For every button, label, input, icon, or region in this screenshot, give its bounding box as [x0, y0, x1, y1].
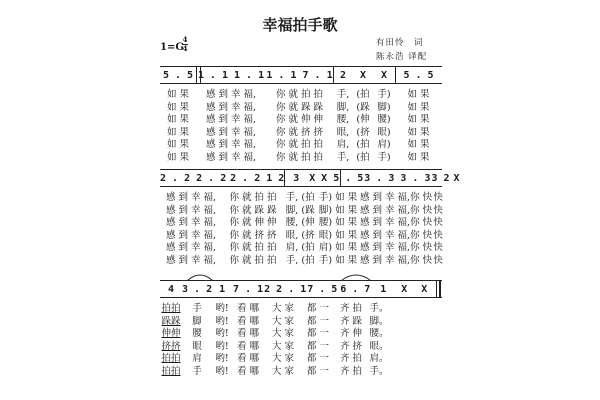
lyric-segment: 拍拍	[161, 365, 181, 377]
lyric-segment: 感 到 幸 福,	[205, 89, 257, 100]
lyric-segment: 手,	[336, 151, 350, 163]
lyric-segment: 眼)	[377, 126, 391, 138]
lyric-line	[160, 252, 442, 266]
lyric-segment: 如 果	[166, 126, 190, 138]
staff-line	[160, 66, 442, 67]
lyric-segment: 手	[192, 303, 202, 314]
lyric-segment: 如 果	[166, 139, 190, 150]
lyric-segment: 你 就 拍 拍	[275, 89, 324, 100]
lyric-segment: 肩)	[377, 139, 391, 150]
staff-line	[160, 83, 442, 84]
lyric-segment: 挤挤	[161, 340, 181, 352]
lyric-segment: 都 一	[306, 365, 330, 377]
lyric-segment: (拍	[301, 192, 315, 203]
lyric-segment: 齐 伸	[339, 328, 363, 339]
lyric-segment: 如 果	[407, 126, 430, 138]
lyric-segment: 齐 跺	[339, 315, 363, 327]
lyric-segment: 眼) 如 果	[318, 229, 358, 241]
lyric-segment: 看 哪	[236, 303, 260, 314]
lyric-segment: 眼,	[285, 229, 299, 241]
notes-row: 5 . 5 1 . 1 1 . 1 1 . 1 7 . 1 2 X X 5 . 5	[162, 70, 434, 81]
lyric-segment: 感 到 幸 福,	[360, 242, 411, 253]
lyric-segment: 伸伸	[161, 328, 181, 339]
lyric-segment: 手,	[285, 254, 299, 266]
lyric-segment: (伸	[356, 114, 370, 125]
lyric-segment: 大 家	[271, 340, 295, 352]
lyric-segment: 脚,	[285, 204, 299, 216]
lyric-segment: 手)	[377, 151, 391, 163]
lyric-segment: 肩,	[336, 139, 350, 150]
staff-line	[160, 169, 442, 170]
lyric-segment: 你 就 挤 挤	[275, 126, 324, 138]
lyric-segment: 快	[433, 229, 443, 241]
lyric-segment: 如 果	[166, 101, 190, 113]
lyric-segment: 感 到 幸 福,	[165, 229, 217, 241]
lyric-segment: 你 就 伸 伸	[275, 114, 324, 125]
lyric-segment: 感 到 幸 福,	[165, 204, 217, 216]
staff-line	[160, 280, 442, 281]
lyric-segment: 哟!	[215, 340, 229, 352]
lyric-segment: 感 到 幸 福,	[360, 217, 411, 228]
lyric-segment: 感 到 幸 福,	[165, 242, 217, 253]
lyric-segment: (拍	[356, 151, 370, 163]
lyric-segment: 你 就 挤 挤	[229, 229, 277, 241]
lyric-segment: 脚,	[336, 101, 350, 113]
lyric-segment: 哟!	[215, 353, 229, 364]
lyric-segment: 如 果	[166, 151, 190, 163]
notes-row: 4 3 . 2 1 7 . 1 2 2 . 1 7 . 5 6 . 7 1 X X	[167, 284, 428, 295]
lyric-segment: 感 到 幸 福,	[205, 139, 257, 150]
lyric-segment: 看 哪	[236, 315, 260, 327]
lyric-segment: 手,	[285, 192, 299, 203]
lyric-segment: 手。	[369, 365, 389, 377]
lyric-segment: 如 果	[166, 89, 190, 100]
arranger-credit: 陈永浩 译配	[376, 52, 428, 62]
lyric-segment: 大 家	[271, 365, 295, 377]
lyric-segment: 脚)	[377, 101, 391, 113]
lyric-segment: 肩	[192, 353, 202, 364]
lyric-segment: 你 就 拍 拍	[229, 192, 277, 203]
lyric-segment: (拍	[356, 89, 370, 100]
lyric-segment: 感 到 幸 福,	[360, 204, 411, 216]
lyric-segment: 你 就 拍 拍	[275, 139, 324, 150]
key-signature: 1=G	[160, 42, 184, 53]
lyric-segment: 感 到 幸 福,	[360, 229, 411, 241]
lyric-segment: 你 就 跺 跺	[229, 204, 277, 216]
lyric-segment: 看 哪	[236, 340, 260, 352]
lyric-segment	[410, 363, 430, 377]
lyric-segment: 手) 如 果	[318, 254, 358, 266]
lyric-segment: 看 哪	[236, 328, 260, 339]
notes-row: 2 . 2 2 . 2 2 . 2 1 2 3 X X 5 . 5 3 . 3 3 . 3 3 2 X	[160, 173, 460, 184]
time-signature: 4 4	[182, 35, 188, 53]
lyric-segment: 脚	[192, 315, 202, 327]
lyric-segment: 你 快	[410, 217, 433, 228]
lyric-line	[160, 149, 442, 163]
lyric-segment: 你 快	[410, 192, 433, 203]
lyric-segment: 都 一	[306, 353, 330, 364]
lyric-segment: (拍	[356, 139, 370, 150]
lyric-segment: 感 到 幸 福,	[205, 101, 257, 113]
lyric-segment: (拍	[301, 242, 315, 253]
lyric-segment: 都 一	[306, 303, 330, 314]
lyric-segment: 脚) 如 果	[318, 204, 358, 216]
lyric-segment: 眼,	[336, 126, 350, 138]
lyric-segment: 手,	[336, 89, 350, 100]
lyric-segment: 大 家	[271, 315, 295, 327]
lyric-segment: 感 到 幸 福,	[165, 192, 217, 203]
lyric-segment: 感 到 幸 福,	[165, 254, 217, 266]
lyric-segment: 眼	[192, 340, 202, 352]
lyric-segment: 腰,	[285, 217, 299, 228]
lyric-segment: 齐 拍	[339, 303, 363, 314]
lyric-segment: 哟!	[215, 328, 229, 339]
lyric-segment: 快	[433, 217, 443, 228]
lyric-segment: 你 就 拍 拍	[229, 242, 277, 253]
lyric-segment: 都 一	[306, 328, 330, 339]
lyric-segment: 腰	[192, 328, 202, 339]
lyric-segment: 哟!	[215, 365, 229, 377]
lyric-segment: 如 果	[407, 139, 430, 150]
lyric-segment: 快	[433, 242, 443, 253]
staff-line	[160, 186, 442, 187]
lyricist-credit: 有田怜 词	[376, 38, 424, 48]
lyric-segment: 拍拍	[161, 303, 181, 314]
lyric-segment: 你 快	[410, 254, 433, 266]
lyric-segment: 腰)	[377, 114, 391, 125]
lyric-segment: 感 到 幸 福,	[205, 126, 257, 138]
lyric-segment: (挤	[356, 126, 370, 138]
lyric-segment: 肩) 如 果	[318, 242, 358, 253]
lyric-segment: 哟!	[215, 315, 229, 327]
lyric-segment: 快	[433, 204, 443, 216]
lyric-segment: 如 果	[166, 114, 190, 125]
lyric-segment: 手。	[369, 303, 389, 314]
lyric-segment: 手)	[377, 89, 391, 100]
lyric-segment: (伸	[301, 217, 315, 228]
lyric-segment: 腰。	[369, 328, 389, 339]
lyric-segment: 都 一	[306, 315, 330, 327]
lyric-segment: 都 一	[306, 340, 330, 352]
lyric-segment: 齐 拍	[339, 353, 363, 364]
lyric-segment: 如 果	[407, 151, 430, 163]
lyric-segment: 你 就 伸 伸	[229, 217, 277, 228]
lyric-segment: 如 果	[407, 114, 430, 125]
staff-line	[160, 297, 442, 298]
lyric-segment: 看 哪	[236, 365, 260, 377]
lyric-segment: 你 快	[410, 242, 433, 253]
lyric-segment: (拍	[301, 254, 315, 266]
lyric-segment: 跺跺	[161, 315, 181, 327]
lyric-segment: 大 家	[271, 353, 295, 364]
lyric-segment: 眼。	[369, 340, 389, 352]
lyric-segment: 齐 拍	[339, 365, 363, 377]
lyric-segment: 肩。	[369, 353, 389, 364]
lyric-segment: (跺	[356, 101, 370, 113]
lyric-segment: 大 家	[271, 328, 295, 339]
song-title: 幸福拍手歌	[262, 16, 338, 34]
lyric-segment: 你 快	[410, 229, 433, 241]
lyric-segment: 如 果	[407, 89, 430, 100]
lyric-segment: 手	[192, 365, 202, 377]
lyric-segment: 快	[433, 254, 443, 266]
lyric-segment: 腰,	[336, 114, 350, 125]
lyric-segment: 肩,	[285, 242, 299, 253]
lyric-segment: 大 家	[271, 303, 295, 314]
lyric-segment: 感 到 幸 福,	[205, 151, 257, 163]
lyric-segment: 你 就 拍 拍	[275, 151, 324, 163]
lyric-segment: 拍拍	[161, 353, 181, 364]
lyric-segment: 感 到 幸 福,	[205, 114, 257, 125]
lyric-segment: 如 果	[407, 101, 430, 113]
lyric-segment: 手) 如 果	[318, 192, 358, 203]
lyric-segment: 脚。	[369, 315, 389, 327]
lyric-segment: 快	[433, 192, 443, 203]
lyric-segment: 腰) 如 果	[318, 217, 358, 228]
lyric-segment	[390, 363, 410, 377]
lyric-segment: 感 到 幸 福,	[360, 254, 411, 266]
lyric-segment: (跺	[301, 204, 315, 216]
lyric-segment: 你 就 拍 拍	[229, 254, 277, 266]
lyric-segment: 感 到 幸 福,	[165, 217, 217, 228]
lyric-segment: 看 哪	[236, 353, 260, 364]
lyric-segment: 感 到 幸 福,	[360, 192, 411, 203]
lyric-line	[160, 363, 442, 377]
lyric-segment: 你 就 跺 跺	[275, 101, 324, 113]
lyric-segment: 齐 挤	[339, 340, 363, 352]
lyric-segment: 哟!	[215, 303, 229, 314]
lyric-segment: (挤	[301, 229, 315, 241]
lyric-segment: 你 快	[410, 204, 433, 216]
